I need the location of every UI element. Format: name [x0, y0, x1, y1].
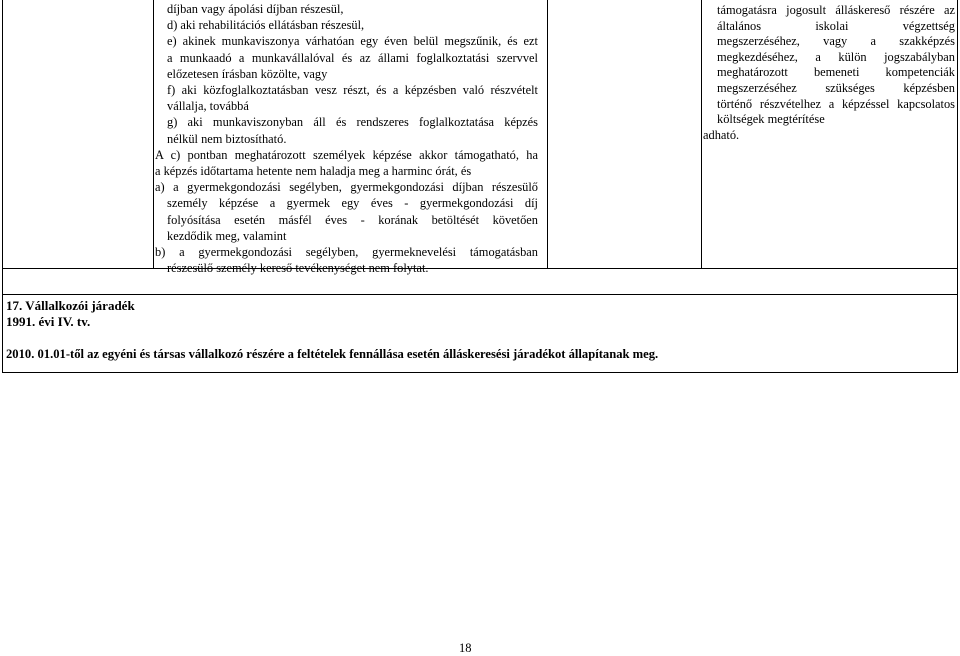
section-title-line: 17. Vállalkozói járadék: [6, 298, 135, 313]
row-rule-section17: [2, 294, 958, 295]
text-line: költségek megtérítése: [717, 112, 825, 127]
conditions-text: [155, 1, 538, 276]
text-line: A c) pontban meghatározott személyek képzése akkor támogatható, ha: [155, 147, 538, 162]
table-left-border: [2, 0, 3, 372]
section-17-title: [6, 298, 135, 330]
text-line: adható.: [703, 127, 740, 142]
page-number: 18: [459, 641, 472, 655]
table-right-border: [957, 0, 958, 372]
text-line: a képzés időtartama hetente nem haladja meg a harminc órát, és: [155, 164, 472, 179]
text-line: megszerzéséhez, vagy a szakképzés: [717, 34, 955, 49]
section-law-ref: 1991. évi IV. tv.: [6, 314, 91, 329]
text-line: személy képzése a gyermek egy éves - gyermekgondozási díj: [167, 196, 538, 211]
text-line: f) aki közfoglalkoztatásban vesz részt, és a képzésben való részvételt: [167, 83, 538, 98]
text-line: e) akinek munkaviszonya várhatóan egy éven belül megszűnik, és ezt: [167, 34, 538, 49]
text-line: kezdődik meg, valamint: [167, 228, 287, 243]
section-17-note: 2010. 01.01-től az egyéni és társas vállalkozó részére a feltételek fennállása esetén álláskeresési járadékot állapítanak meg.: [6, 347, 659, 361]
text-line: g) aki munkaviszonyban áll és rendszeres foglalkoztatása képzés: [167, 115, 538, 130]
text-line: részesülő személy kereső tevékenységet nem folytat.: [167, 261, 429, 276]
text-line: d) aki rehabilitációs ellátásban részesül,: [167, 18, 365, 33]
text-line: vállalja, továbbá: [167, 99, 249, 114]
support-text: [703, 3, 955, 143]
text-line: b) a gyermekgondozási segélyben, gyermeknevelési támogatásban: [155, 245, 538, 260]
text-line: történő részvételhez a képzéssel kapcsolatos: [717, 96, 955, 111]
text-line: megszerzéséhez szükséges képzésben: [717, 80, 955, 95]
row-rule-bottom: [2, 372, 958, 373]
text-line: általános iskolai végzettség: [717, 18, 955, 33]
text-line: megkezdéséhez, a külön jogszabályban: [717, 49, 955, 64]
text-line: támogatásra jogosult álláskereső részére az: [717, 3, 955, 17]
text-line: díjban vagy ápolási díjban részesül,: [167, 2, 344, 16]
column-divider-3: [701, 0, 702, 268]
text-line: a) a gyermekgondozási segélyben, gyermekgondozási díjban részesülő: [155, 180, 538, 195]
text-line: a munkaadó a munkavállalóval és az állami foglalkoztatási szervvel: [167, 50, 538, 65]
column-divider-2: [547, 0, 548, 268]
column-divider-1: [153, 0, 154, 268]
text-line: folyósítása esetén másfél éves - korának betöltését követően: [167, 212, 538, 227]
text-line: meghatározott bemeneti kompetenciák: [717, 65, 955, 80]
text-line: nélkül nem biztosítható.: [167, 131, 287, 146]
text-line: előzetesen írásban közölte, vagy: [167, 66, 328, 81]
